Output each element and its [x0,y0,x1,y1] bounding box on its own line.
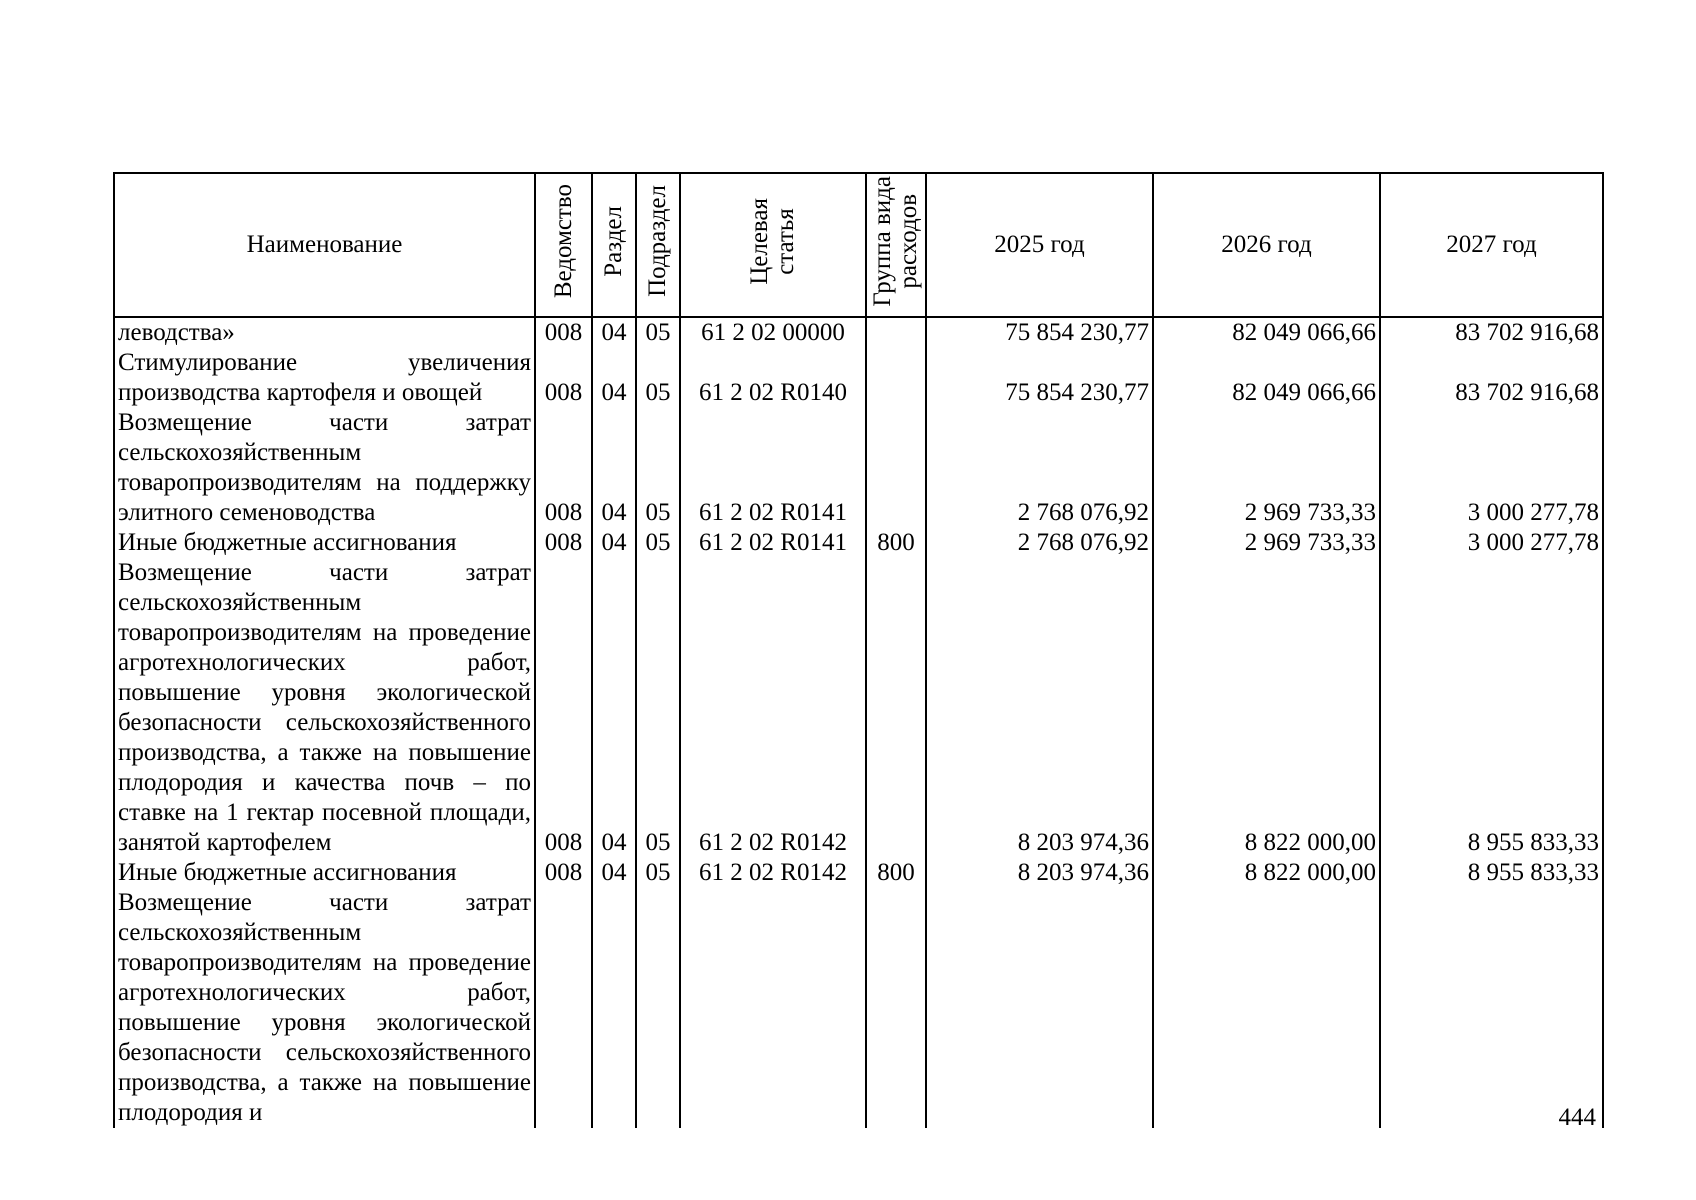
name-cell: Возмещение части затрат сельскохозяйственным товаропроизводителям на проведение агротехнологических работ, повышение уровня экологической безопасности сельскохозяйственного производства, а также на повышение плодородия и [114,888,535,1128]
amount-2027-cell: 83 702 916,68 [1380,348,1603,408]
table-row [114,528,1603,558]
target-article-cell: 61 2 02 R0142 [680,558,866,858]
expense-group-cell: 800 [866,858,926,888]
amount-2025-cell: 2 768 076,92 [926,408,1153,528]
target-article-cell: 61 2 02 R0140 [680,348,866,408]
target-article-cell: 61 2 02 R0141 [680,408,866,528]
amount-2026-cell: 2 969 733,33 [1153,528,1380,558]
amount-2027-cell [1380,888,1603,1128]
header-vedomstvo: Ведомство [535,173,592,317]
amount-2025-cell: 8 203 974,36 [926,558,1153,858]
expense-group-cell: 800 [866,528,926,558]
razdel-cell [592,888,636,1128]
table-row [114,348,1603,408]
amount-2025-cell [926,888,1153,1128]
razdel-cell: 04 [592,528,636,558]
podrazdel-cell: 05 [636,408,680,528]
expense-group-cell [866,558,926,858]
amount-2027-cell: 8 955 833,33 [1380,858,1603,888]
razdel-cell: 04 [592,558,636,858]
amount-2026-cell [1153,888,1380,1128]
podrazdel-cell: 05 [636,348,680,408]
amount-2027-cell: 83 702 916,68 [1380,317,1603,348]
amount-2026-cell: 2 969 733,33 [1153,408,1380,528]
target-article-cell [680,888,866,1128]
vedomstvo-cell: 008 [535,317,592,348]
razdel-cell: 04 [592,408,636,528]
budget-table [113,172,1604,1128]
amount-2027-cell: 3 000 277,78 [1380,528,1603,558]
header-year-2026: 2026 год [1153,173,1380,317]
amount-2026-cell: 82 049 066,66 [1153,348,1380,408]
name-cell: Возмещение части затрат сельскохозяйственным товаропроизводителям на поддержку элитного семеноводства [114,408,535,528]
header-podrazdel: Подраздел [636,173,680,317]
header-row [114,173,1603,317]
vedomstvo-cell: 008 [535,408,592,528]
expense-group-cell [866,348,926,408]
header-name: Наименование [114,173,535,317]
table-body [114,317,1603,1128]
table-row [114,888,1603,1128]
amount-2026-cell: 8 822 000,00 [1153,858,1380,888]
header-year-2027: 2027 год [1380,173,1603,317]
vedomstvo-cell [535,888,592,1128]
name-cell: Иные бюджетные ассигнования [114,858,535,888]
expense-group-cell [866,408,926,528]
amount-2025-cell: 75 854 230,77 [926,317,1153,348]
target-article-cell: 61 2 02 R0141 [680,528,866,558]
amount-2027-cell: 8 955 833,33 [1380,558,1603,858]
amount-2026-cell: 82 049 066,66 [1153,317,1380,348]
razdel-cell: 04 [592,858,636,888]
amount-2025-cell: 8 203 974,36 [926,858,1153,888]
name-cell: Иные бюджетные ассигнования [114,528,535,558]
name-cell: Возмещение части затрат сельскохозяйственным товаропроизводителям на проведение агротехнологических работ, повышение уровня экологической безопасности сельскохозяйственного производства, а также на повышение плодородия и качества почв – по ставке на 1 гектар посевной площади, занятой картофелем [114,558,535,858]
header-expense-group: Группа вида расходов [866,173,926,317]
vedomstvo-cell: 008 [535,348,592,408]
podrazdel-cell: 05 [636,858,680,888]
expense-group-cell [866,317,926,348]
header-target-article: Целевая статья [680,173,866,317]
header-year-2025: 2025 год [926,173,1153,317]
table-row [114,858,1603,888]
vedomstvo-cell: 008 [535,858,592,888]
target-article-cell: 61 2 02 R0142 [680,858,866,888]
podrazdel-cell: 05 [636,317,680,348]
table-row [114,317,1603,348]
amount-2026-cell: 8 822 000,00 [1153,558,1380,858]
amount-2027-cell: 3 000 277,78 [1380,408,1603,528]
podrazdel-cell: 05 [636,528,680,558]
table-row [114,408,1603,528]
vedomstvo-cell: 008 [535,528,592,558]
razdel-cell: 04 [592,348,636,408]
name-cell: леводства» [114,317,535,348]
podrazdel-cell [636,888,680,1128]
name-cell: Стимулирование увеличения производства картофеля и овощей [114,348,535,408]
amount-2025-cell: 75 854 230,77 [926,348,1153,408]
table-row [114,558,1603,858]
amount-2025-cell: 2 768 076,92 [926,528,1153,558]
header-razdel: Раздел [592,173,636,317]
page-number: 444 [1558,1104,1596,1131]
razdel-cell: 04 [592,317,636,348]
expense-group-cell [866,888,926,1128]
vedomstvo-cell: 008 [535,558,592,858]
target-article-cell: 61 2 02 00000 [680,317,866,348]
podrazdel-cell: 05 [636,558,680,858]
